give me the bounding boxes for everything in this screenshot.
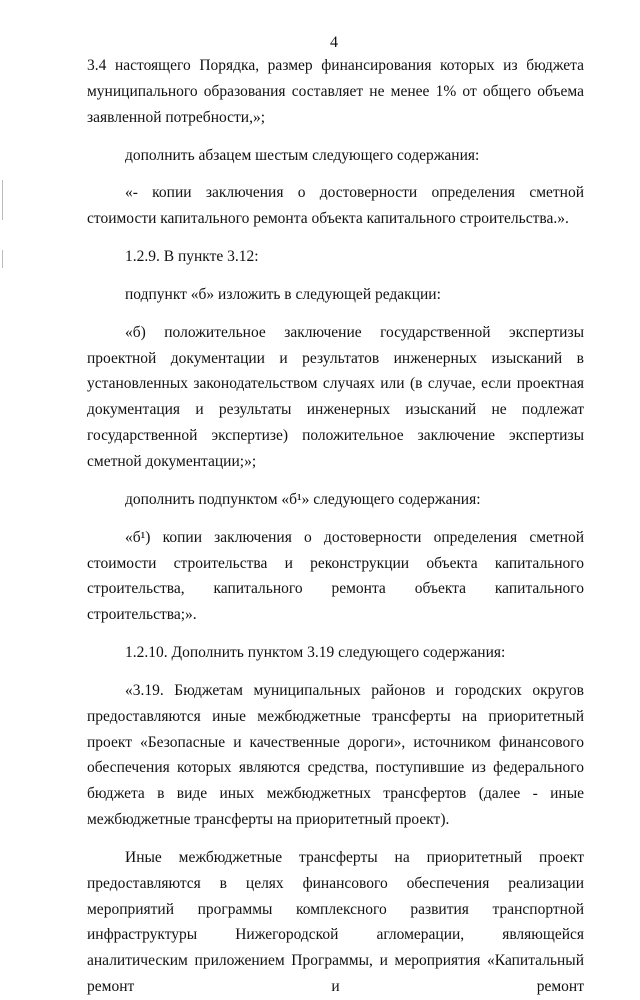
scan-edge-mark xyxy=(2,180,3,220)
page-number: 4 xyxy=(330,34,338,51)
paragraph-amendment-text: «- копии заключения о достоверности определения сметной стоимости капитального ремонта объекта капитального строительства.». xyxy=(87,184,584,228)
paragraph-subitem-b-text: «б) положительное заключение государственной экспертизы проектной документации и результатов инженерных изысканий в установленных законодательством случаях или (в случае, если проектная документация и результаты инженерных изысканий не подлежат государственной экспертизе) положительное заключение экспертизы сметной документации;»; xyxy=(87,323,584,470)
paragraph-item-1-2-9: 1.2.9. В пункте 3.12: xyxy=(125,248,259,266)
paragraph-transfers-purpose: Иные межбюджетные трансферты на приоритетный проект предоставляются в целях финансового обеспечения реализации мероприятий программы комплексного развития транспортной инфраструктуры Нижегородской агломерации, являющейся аналитическим приложением Программы, и мероприятия «Капитальный ремонт и ремонт xyxy=(87,848,584,996)
paragraph-subitem-b-intro: подпункт «б» изложить в следующей редакции: xyxy=(125,285,441,303)
paragraph-subitem-b1-intro: дополнить подпунктом «б¹» следующего содержания: xyxy=(125,490,481,508)
paragraph-amendment-intro: дополнить абзацем шестым следующего содержания: xyxy=(125,146,480,164)
paragraph-item-1-2-10: 1.2.10. Дополнить пунктом 3.19 следующего содержания: xyxy=(125,644,506,662)
paragraph-item-3-19: «3.19. Бюджетам муниципальных районов и городских округов предоставляются иные межбюджетные трансферты на приоритетный проект «Безопасные и качественные дороги», источником финансового обеспечения которых являются средства, поступившие из федерального бюджета в виде иных межбюджетных трансфертов (далее - иные межбюджетные трансферты на приоритетный проект). xyxy=(87,681,584,829)
document-body xyxy=(87,53,584,1000)
paragraph-subitem-b1-text: «б¹) копии заключения о достоверности определения сметной стоимости строительства и реконструкции объекта капитального строительства, капитального ремонта объекта капитального строительства;». xyxy=(87,528,584,624)
scan-edge-mark xyxy=(2,250,3,268)
paragraph-continuation: 3.4 настоящего Порядка, размер финансирования которых из бюджета муниципального образования составляет не менее 1% от общего объема заявленной потребности,»; xyxy=(87,57,584,126)
